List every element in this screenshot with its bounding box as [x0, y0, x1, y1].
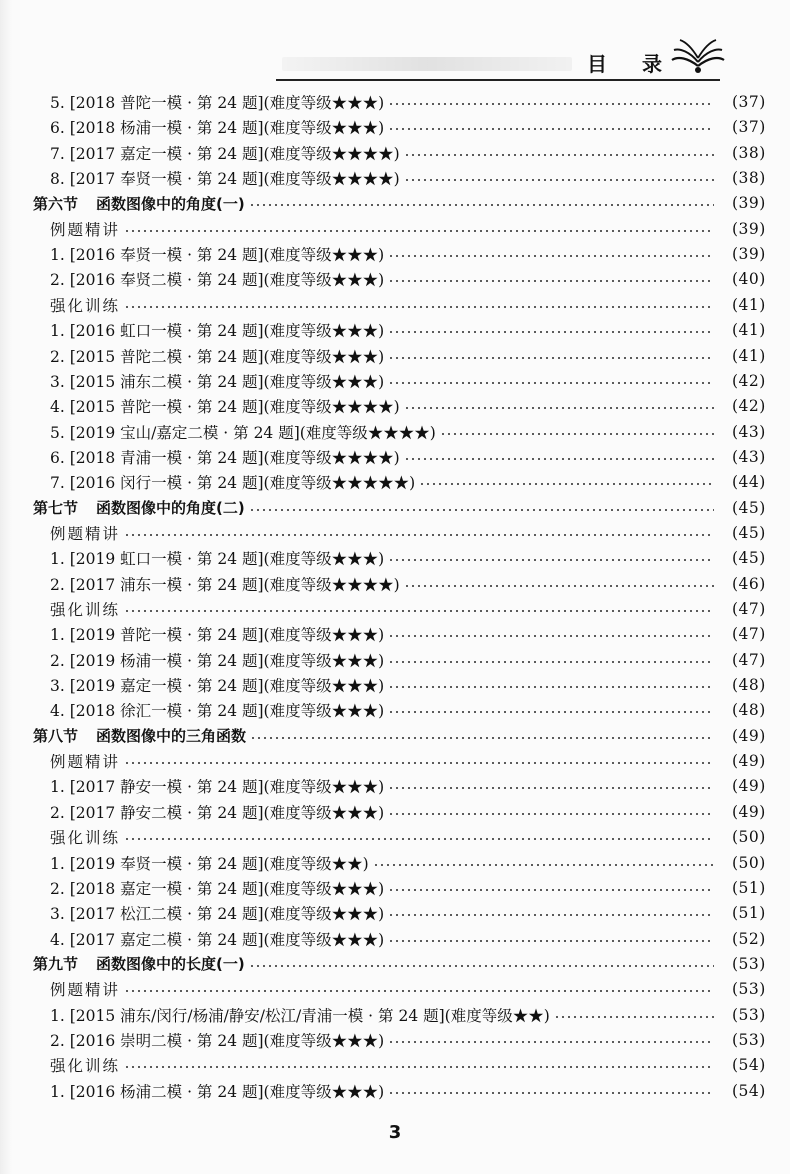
- dot-leader: [404, 585, 714, 587]
- toc-entry-label: 2. [2016 奉贤二模 · 第 24 题](难度等级★★★): [50, 271, 385, 290]
- toc-entry-label: 1. [2016 杨浦二模 · 第 24 题](难度等级★★★): [50, 1082, 385, 1101]
- toc-entry-row[interactable]: [0, 90, 790, 114]
- dot-leader: [249, 509, 714, 511]
- toc-subheading-label: 例题精讲: [50, 981, 121, 1000]
- section-number: 第七节: [33, 499, 79, 518]
- toc-page-number: (51): [732, 904, 766, 923]
- dot-leader: [124, 534, 714, 536]
- dot-leader: [388, 889, 714, 891]
- toc-section-row[interactable]: [0, 952, 790, 976]
- page-ref-cell: [718, 194, 790, 212]
- toc-entry-label: 1. [2017 静安一模 · 第 24 题](难度等级★★★): [50, 778, 385, 797]
- toc-entry-label: 1. [2019 奉贤一模 · 第 24 题](难度等级★★): [50, 854, 369, 873]
- toc-entry-row[interactable]: [0, 648, 790, 672]
- toc-entry-label: 2. [2015 普陀二模 · 第 24 题](难度等级★★★): [50, 347, 385, 366]
- toc-page-number: (53): [732, 1030, 766, 1049]
- toc-entry-label: 6. [2018 青浦一模 · 第 24 题](难度等级★★★★): [50, 448, 400, 467]
- header-rule: [276, 79, 720, 81]
- header-faded-text: [282, 57, 572, 71]
- toc-entry-row[interactable]: [0, 420, 790, 444]
- toc-section-heading: [0, 193, 245, 214]
- toc-page-number: (53): [732, 980, 766, 999]
- toc-section-row[interactable]: [0, 496, 790, 520]
- toc-entry-label: 2. [2018 嘉定一模 · 第 24 题](难度等级★★★): [50, 879, 385, 898]
- dot-leader: [388, 661, 714, 663]
- toc-entry-label: 4. [2017 嘉定二模 · 第 24 题](难度等级★★★): [50, 930, 385, 949]
- dot-leader: [388, 128, 714, 130]
- toc-section-heading: [0, 953, 245, 974]
- dot-leader: [404, 154, 714, 156]
- page-ref-cell: [718, 397, 790, 415]
- toc-entry-row[interactable]: [0, 800, 790, 824]
- toc-entry-row[interactable]: [0, 901, 790, 925]
- dot-leader: [124, 838, 714, 840]
- toc-page-number: (39): [732, 219, 766, 238]
- dot-leader: [404, 407, 714, 409]
- dot-leader: [554, 1016, 714, 1018]
- toc-entry-row[interactable]: [0, 851, 790, 875]
- dot-leader: [440, 433, 714, 435]
- toc-entry-label: 4. [2015 普陀一模 · 第 24 题](难度等级★★★★): [50, 398, 400, 417]
- toc-page-number: (45): [732, 549, 766, 568]
- toc-entry-row[interactable]: [0, 572, 790, 596]
- toc-entry-label: 5. [2019 宝山/嘉定二模 · 第 24 题](难度等级★★★★): [50, 423, 436, 442]
- toc-entry-label: 6. [2018 杨浦一模 · 第 24 题](难度等级★★★): [50, 119, 385, 138]
- page-ref-cell: [718, 321, 790, 339]
- page-ref-cell: [718, 676, 790, 694]
- toc-page-number: (43): [732, 447, 766, 466]
- toc-page-number: (54): [732, 1056, 766, 1075]
- toc-subheading-row[interactable]: [0, 1053, 790, 1077]
- toc-page-number: (50): [732, 828, 766, 847]
- page-ref-cell: [718, 575, 790, 593]
- page-ref-cell: [718, 803, 790, 821]
- page-ref-cell: [718, 1031, 790, 1049]
- toc-page-number: (47): [732, 625, 766, 644]
- page-ref-cell: [718, 1082, 790, 1100]
- toc-entry-label: 1. [2019 普陀一模 · 第 24 题](难度等级★★★): [50, 626, 385, 645]
- toc-page-number: (47): [732, 600, 766, 618]
- toc-entry-row[interactable]: [0, 394, 790, 418]
- page-ref-cell: [718, 854, 790, 872]
- toc-page-number: (45): [732, 523, 766, 542]
- toc-subheading-row[interactable]: [0, 597, 790, 621]
- toc-entry-row[interactable]: [0, 546, 790, 570]
- page-number: 3: [388, 1122, 402, 1143]
- dot-leader: [388, 280, 714, 282]
- toc-entry-row[interactable]: [0, 242, 790, 266]
- toc-subheading-row[interactable]: [0, 521, 790, 545]
- toc-page-number: (41): [732, 321, 766, 340]
- toc-entry-row[interactable]: [0, 141, 790, 165]
- toc-entry-label: 2. [2017 浦东一模 · 第 24 题](难度等级★★★★): [50, 575, 400, 594]
- toc-subheading-row[interactable]: [0, 977, 790, 1001]
- toc-page-number: (44): [732, 473, 766, 492]
- toc-page-number: (38): [732, 143, 766, 162]
- dot-leader: [249, 965, 714, 967]
- toc-entry-row[interactable]: [0, 1079, 790, 1103]
- toc-page-number: (53): [732, 954, 766, 973]
- toc-entry-row[interactable]: [0, 774, 790, 798]
- dot-leader: [124, 230, 714, 232]
- toc-page-number: (54): [732, 1081, 766, 1100]
- toc-page-number: (51): [732, 878, 766, 897]
- dot-leader: [388, 686, 714, 688]
- toc-entry-row[interactable]: [0, 698, 790, 722]
- toc-subheading-row[interactable]: [0, 217, 790, 241]
- publisher-logo-icon: [670, 36, 726, 76]
- section-number: 第九节: [33, 955, 79, 974]
- toc-entry-label: 2. [2017 静安二模 · 第 24 题](难度等级★★★): [50, 803, 385, 822]
- toc-subheading-label: 强化训练: [50, 296, 121, 315]
- page-ref-cell: [718, 448, 790, 466]
- dot-leader: [388, 711, 714, 713]
- section-title: 函数图像中的长度(一): [96, 955, 245, 974]
- header-title: 目 录: [587, 52, 676, 76]
- toc-subheading-label: 例题精讲: [50, 753, 121, 772]
- toc-section-row[interactable]: [0, 724, 790, 748]
- page-ref-cell: [718, 372, 790, 390]
- toc-subheading-row[interactable]: [0, 749, 790, 773]
- toc-subheading-row[interactable]: [0, 293, 790, 317]
- toc-entry-row[interactable]: [0, 622, 790, 646]
- toc-entry-label: 3. [2015 浦东二模 · 第 24 题](难度等级★★★): [50, 372, 385, 391]
- toc-entry-row[interactable]: [0, 1003, 790, 1027]
- toc-entry-row[interactable]: [0, 115, 790, 139]
- toc-subheading-label: 强化训练: [50, 1057, 121, 1076]
- toc-entry-label: 7. [2017 嘉定一模 · 第 24 题](难度等级★★★★): [50, 144, 400, 163]
- toc-entry-row[interactable]: [0, 927, 790, 951]
- toc-subheading-label: 例题精讲: [50, 524, 121, 543]
- page-ref-cell: [718, 220, 790, 238]
- section-title: 函数图像中的角度(一): [96, 194, 245, 213]
- toc-entry-label: 2. [2019 杨浦一模 · 第 24 题](难度等级★★★): [50, 651, 385, 670]
- toc-entry-label: 1. [2015 浦东/闵行/杨浦/静安/松江/青浦一模 · 第 24 题](难度等级★★): [50, 1006, 550, 1025]
- toc-section-heading: [0, 725, 246, 746]
- page-ref-cell: [718, 270, 790, 288]
- dot-leader: [250, 737, 714, 739]
- page-ref-cell: [718, 701, 790, 719]
- toc-entry-label: 8. [2017 奉贤一模 · 第 24 题](难度等级★★★★): [50, 170, 400, 189]
- dot-leader: [388, 357, 714, 359]
- toc-entry-row[interactable]: [0, 445, 790, 469]
- toc-entry-row[interactable]: [0, 470, 790, 494]
- toc-page-number: (48): [732, 676, 766, 695]
- toc-subheading-label: 例题精讲: [50, 220, 121, 239]
- toc-page-number: (45): [732, 498, 766, 517]
- dot-leader: [419, 483, 714, 485]
- toc-entry-row[interactable]: [0, 166, 790, 190]
- toc-page-number: (41): [732, 295, 766, 314]
- dot-leader: [388, 255, 714, 257]
- toc-page-number: (50): [732, 853, 766, 872]
- dot-leader: [388, 813, 714, 815]
- page-ref-cell: [718, 1056, 790, 1074]
- toc-page-number: (39): [732, 194, 766, 213]
- toc-page-number: (39): [732, 245, 766, 264]
- page-ref-cell: [718, 777, 790, 795]
- page-ref-cell: [718, 245, 790, 263]
- page-ref-cell: [718, 499, 790, 517]
- page-ref-cell: [718, 930, 790, 948]
- dot-leader: [388, 331, 714, 333]
- toc-section-heading: [0, 497, 245, 518]
- page-ref-cell: [718, 423, 790, 441]
- page-ref-cell: [718, 1006, 790, 1024]
- page-ref-cell: [718, 651, 790, 669]
- toc-page-number: (48): [732, 701, 766, 720]
- toc-entry-label: 3. [2017 松江二模 · 第 24 题](难度等级★★★): [50, 905, 385, 924]
- dot-leader: [124, 306, 714, 308]
- toc-subheading-label: 强化训练: [50, 601, 121, 619]
- toc-entry-row[interactable]: [0, 673, 790, 697]
- page-ref-cell: [718, 347, 790, 365]
- toc-page-number: (49): [732, 777, 766, 796]
- toc-page-number: (49): [732, 752, 766, 771]
- page-ref-cell: [718, 955, 790, 973]
- dot-leader: [249, 204, 714, 206]
- toc-section-row[interactable]: [0, 191, 790, 215]
- toc-page-number: (37): [732, 93, 766, 111]
- toc-page-number: (49): [732, 802, 766, 821]
- toc-page-number: (52): [732, 929, 766, 948]
- dot-leader: [388, 1041, 714, 1043]
- toc-page-number: (53): [732, 1005, 766, 1024]
- page-ref-cell: [718, 169, 790, 187]
- dot-leader: [373, 864, 714, 866]
- dot-leader: [388, 1092, 714, 1094]
- dot-leader: [388, 103, 714, 105]
- toc-entry-row[interactable]: [0, 267, 790, 291]
- toc-page-number: (42): [732, 397, 766, 416]
- page-ref-cell: [718, 879, 790, 897]
- dot-leader: [388, 940, 714, 942]
- page-ref-cell: [718, 980, 790, 998]
- toc-entry-label: 5. [2018 普陀一模 · 第 24 题](难度等级★★★): [50, 94, 385, 112]
- toc-page-number: (46): [732, 574, 766, 593]
- dot-leader: [124, 762, 714, 764]
- toc-page-number: (40): [732, 270, 766, 289]
- section-number: 第八节: [33, 727, 79, 746]
- dot-leader: [404, 458, 714, 460]
- page-ref-cell: [718, 296, 790, 314]
- dot-leader: [388, 787, 714, 789]
- toc-entry-label: 1. [2016 虹口一模 · 第 24 题](难度等级★★★): [50, 322, 385, 341]
- page-ref-cell: [718, 625, 790, 643]
- page-ref-cell: [718, 473, 790, 491]
- page-ref-cell: [718, 118, 790, 136]
- toc-entry-row[interactable]: [0, 369, 790, 393]
- toc-page-number: (47): [732, 650, 766, 669]
- toc-subheading-row[interactable]: [0, 825, 790, 849]
- section-title: 函数图像中的角度(二): [96, 499, 245, 518]
- dot-leader: [124, 990, 714, 992]
- toc-page-number: (38): [732, 169, 766, 188]
- page-ref-cell: [718, 600, 790, 618]
- page-ref-cell: [718, 524, 790, 542]
- page-ref-cell: [718, 727, 790, 745]
- section-title: 函数图像中的三角函数: [96, 727, 247, 746]
- toc-entry-label: 1. [2016 奉贤一模 · 第 24 题](难度等级★★★): [50, 246, 385, 265]
- dot-leader: [388, 914, 714, 916]
- toc-entry-label: 1. [2019 虹口一模 · 第 24 题](难度等级★★★): [50, 550, 385, 569]
- toc-page-number: (43): [732, 422, 766, 441]
- toc-entry-label: 7. [2016 闵行一模 · 第 24 题](难度等级★★★★★): [50, 474, 416, 493]
- page-ref-cell: [718, 828, 790, 846]
- dot-leader: [124, 1066, 714, 1068]
- toc-page-number: (37): [732, 118, 766, 137]
- toc-entry-row[interactable]: [0, 344, 790, 368]
- dot-leader: [388, 559, 714, 561]
- toc-entry-label: 4. [2018 徐汇一模 · 第 24 题](难度等级★★★): [50, 702, 385, 721]
- toc-entry-row[interactable]: [0, 876, 790, 900]
- dot-leader: [388, 382, 714, 384]
- dot-leader: [404, 179, 714, 181]
- page-ref-cell: [718, 549, 790, 567]
- toc-page-number: (49): [732, 726, 766, 745]
- toc-subheading-label: 强化训练: [50, 829, 121, 848]
- section-number: 第六节: [33, 194, 79, 213]
- toc-entry-label: 2. [2016 崇明二模 · 第 24 题](难度等级★★★): [50, 1031, 385, 1050]
- toc-entry-row[interactable]: [0, 1028, 790, 1052]
- page-ref-cell: [718, 93, 790, 111]
- page-ref-cell: [718, 752, 790, 770]
- page-header: [0, 0, 790, 82]
- toc-entry-label: 3. [2019 嘉定一模 · 第 24 题](难度等级★★★): [50, 677, 385, 696]
- dot-leader: [388, 635, 714, 637]
- page-ref-cell: [718, 904, 790, 922]
- dot-leader: [124, 610, 714, 612]
- toc-page-number: (42): [732, 371, 766, 390]
- toc-entry-row[interactable]: [0, 318, 790, 342]
- page-ref-cell: [718, 144, 790, 162]
- toc-page-number: (41): [732, 346, 766, 365]
